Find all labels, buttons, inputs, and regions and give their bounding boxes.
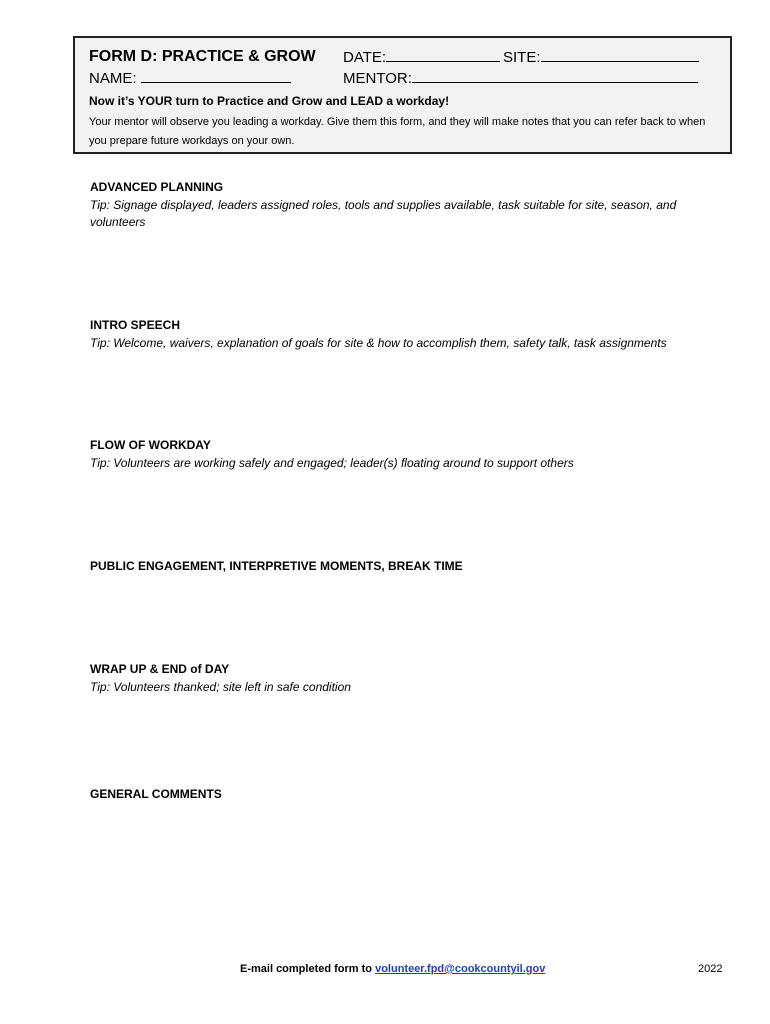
section-heading: WRAP UP & END of DAY xyxy=(90,662,230,676)
form-title: FORM D: PRACTICE & GROW xyxy=(89,48,316,65)
section-heading: ADVANCED PLANNING xyxy=(90,180,224,194)
section-advanced-planning xyxy=(90,180,710,231)
name-blank[interactable] xyxy=(141,69,291,83)
form-header-box xyxy=(73,36,732,154)
section-tip: Tip: Volunteers thanked; site left in safe condition xyxy=(90,680,351,694)
section-public-engagement xyxy=(90,559,710,573)
date-field[interactable] xyxy=(343,48,500,66)
site-label: SITE: xyxy=(503,49,541,66)
section-tip: Tip: Signage displayed, leaders assigned roles, tools and supplies available, task suitable for site, season, and volunteers xyxy=(90,198,677,229)
section-general-comments xyxy=(90,787,710,801)
section-heading: PUBLIC ENGAGEMENT, INTERPRETIVE MOMENTS, BREAK TIME xyxy=(90,559,463,573)
name-field[interactable] xyxy=(89,69,291,87)
site-field[interactable] xyxy=(503,48,699,66)
intro-title: Now it’s YOUR turn to Practice and Grow and LEAD a workday! xyxy=(89,94,450,108)
date-label: DATE: xyxy=(343,49,387,66)
footer-year: 2022 xyxy=(698,963,723,975)
section-tip: Tip: Volunteers are working safely and engaged; leader(s) floating around to support others xyxy=(90,456,574,470)
intro-text: Your mentor will observe you leading a workday. Give them this form, and they will make notes that you can refer back to when you prepare future workdays on your own. xyxy=(89,116,706,147)
section-tip: Tip: Welcome, waivers, explanation of goals for site & how to accomplish them, safety talk, task assignments xyxy=(90,336,667,350)
email-link[interactable]: volunteer.fpd@cookcountyil.gov xyxy=(375,963,546,975)
section-intro-speech xyxy=(90,318,710,352)
section-flow-of-workday xyxy=(90,438,710,472)
section-heading: GENERAL COMMENTS xyxy=(90,787,222,801)
section-heading: FLOW OF WORKDAY xyxy=(90,438,211,452)
section-wrap-up xyxy=(90,662,710,696)
name-label: NAME: xyxy=(89,70,137,87)
site-blank[interactable] xyxy=(541,48,699,62)
date-blank[interactable] xyxy=(386,48,500,62)
footer-instruction xyxy=(240,963,545,975)
section-heading: INTRO SPEECH xyxy=(90,318,181,332)
footer-prefix: E-mail completed form to xyxy=(240,963,376,975)
mentor-field[interactable] xyxy=(343,69,698,87)
mentor-label: MENTOR: xyxy=(343,70,412,87)
mentor-blank[interactable] xyxy=(412,69,698,83)
